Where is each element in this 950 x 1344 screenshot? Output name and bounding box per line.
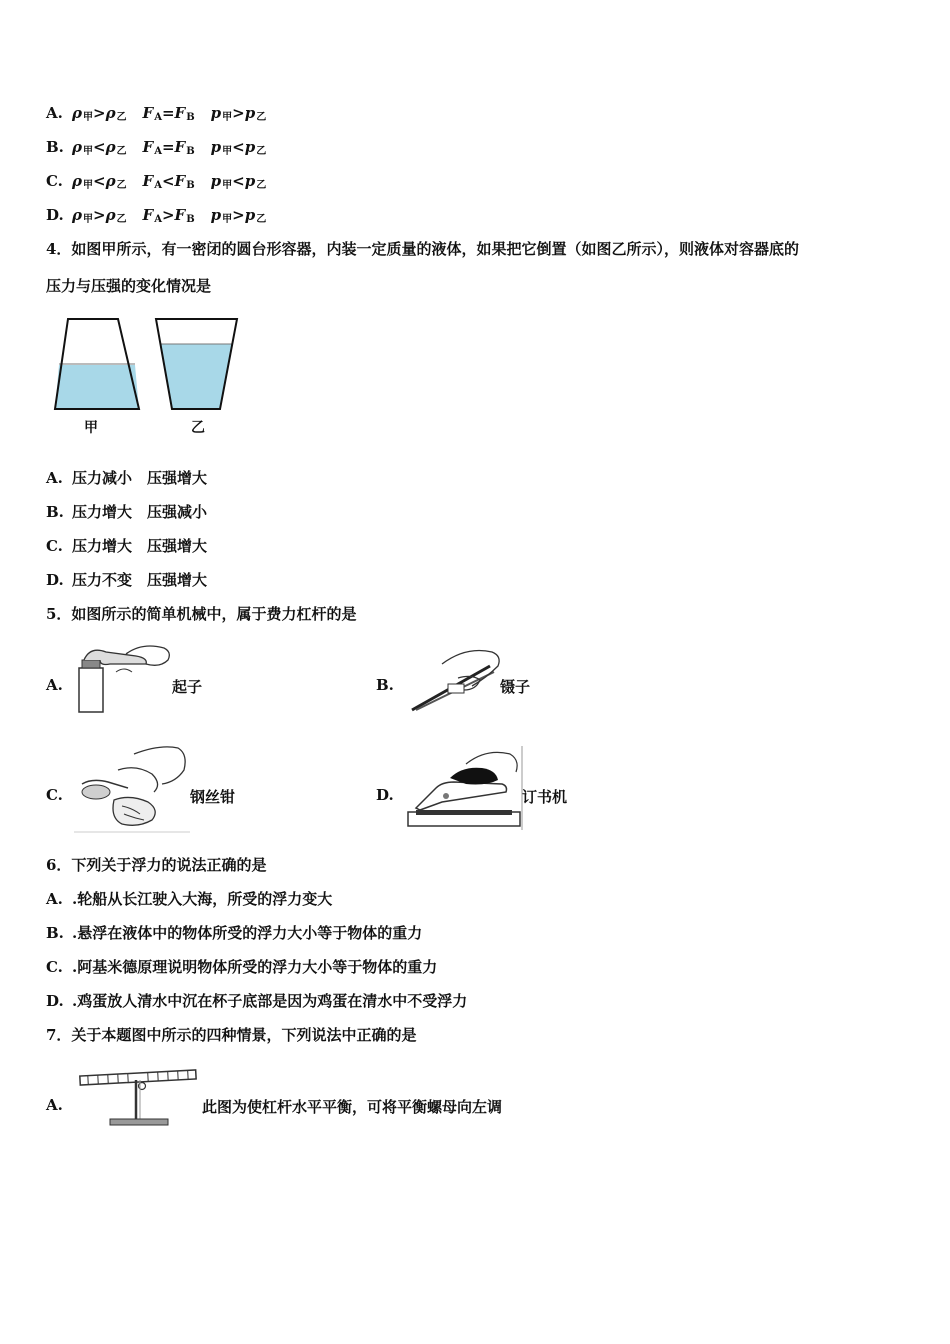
- symbol: ρ: [105, 172, 116, 190]
- q6-option-d[interactable]: D. .鸡蛋放人清水中沉在杯子底部是因为鸡蛋在清水中不受浮力: [46, 992, 468, 1010]
- subscript: 乙: [256, 214, 267, 225]
- subscript: B: [186, 112, 195, 123]
- figure-label-jia: 甲: [84, 420, 98, 436]
- symbol: ρ: [72, 104, 82, 122]
- symbol: F: [174, 206, 186, 224]
- q4-option-a[interactable]: A. 压力减小 压强增大: [46, 469, 208, 487]
- q4-stem-line2: 压力与压强的变化情况是: [46, 277, 212, 295]
- lever-bar: [80, 1070, 196, 1085]
- q5-stem: 5．如图所示的简单机械中，属于费力杠杆的是: [46, 605, 357, 623]
- q3-option-d[interactable]: [46, 205, 266, 230]
- relation: >: [92, 104, 106, 122]
- symbol: p: [210, 138, 222, 156]
- subscript: B: [186, 180, 195, 191]
- relation: <: [92, 172, 106, 190]
- lever-on-stand-icon: [76, 1062, 200, 1128]
- q7-option-a[interactable]: A. 此图为使杠杆水平平衡，可将平衡螺母向左调: [46, 1060, 566, 1130]
- q3-option-c[interactable]: [46, 171, 266, 196]
- option-letter: C.: [46, 172, 63, 190]
- symbol: p: [210, 206, 222, 224]
- relation: <: [92, 138, 106, 156]
- q5-option-c[interactable]: C. 钢丝钳: [46, 742, 266, 834]
- symbol: p: [210, 172, 222, 190]
- symbol: F: [142, 172, 154, 190]
- symbol: F: [142, 206, 154, 224]
- subscript: 乙: [256, 112, 267, 123]
- subscript: B: [186, 146, 195, 157]
- subscript: A: [154, 180, 162, 191]
- frustum-containers-figure: [50, 313, 250, 443]
- q3-option-a[interactable]: [46, 103, 266, 128]
- subscript: 乙: [256, 180, 267, 191]
- subscript: 甲: [222, 214, 233, 225]
- relation: >: [232, 104, 245, 122]
- symbol: F: [142, 138, 154, 156]
- symbol: ρ: [72, 206, 82, 224]
- symbol: ρ: [72, 138, 82, 156]
- q4-option-c[interactable]: C. 压力增大 压强增大: [46, 537, 208, 555]
- symbol: ρ: [72, 172, 82, 190]
- option-letter: B.: [46, 138, 64, 156]
- q4-stem-line1: 4．如图甲所示，有一密闭的圆台形容器，内装一定质量的液体，如果把它倒置（如图乙所示），则液体对容器底的: [46, 240, 799, 258]
- relation: =: [161, 138, 175, 156]
- q6-option-c[interactable]: C. .阿基米德原理说明物体所受的浮力大小等于物体的重力: [46, 958, 438, 976]
- subscript: 乙: [116, 112, 127, 123]
- q6-stem: 6．下列关于浮力的说法正确的是: [46, 856, 267, 874]
- bottle-opener-icon: [76, 642, 176, 714]
- container-jia-liquid: [55, 365, 139, 409]
- symbol: p: [244, 138, 256, 156]
- symbol: F: [174, 104, 186, 122]
- subscript: 乙: [116, 214, 127, 225]
- option-letter: D.: [46, 206, 64, 224]
- q4-option-b[interactable]: B. 压力增大 压强减小: [46, 503, 208, 521]
- q5-option-b[interactable]: B. 镊子: [376, 640, 576, 720]
- symbol: F: [174, 172, 186, 190]
- symbol: F: [174, 138, 186, 156]
- figure-label-yi: 乙: [191, 420, 205, 436]
- symbol: p: [244, 104, 256, 122]
- relation: >: [161, 206, 175, 224]
- relation: <: [161, 172, 175, 190]
- subscript: 甲: [82, 214, 93, 225]
- subscript: A: [154, 146, 162, 157]
- subscript: 甲: [222, 146, 233, 157]
- q6-option-a[interactable]: A. .轮船从长江驶入大海，所受的浮力变大: [46, 890, 333, 908]
- subscript: 甲: [82, 180, 93, 191]
- subscript: A: [154, 214, 162, 225]
- pliers-icon: [74, 744, 190, 832]
- relation: >: [232, 206, 245, 224]
- subscript: 甲: [222, 180, 233, 191]
- subscript: 乙: [116, 146, 127, 157]
- q6-option-b[interactable]: B. .悬浮在液体中的物体所受的浮力大小等于物体的重力: [46, 924, 423, 942]
- q3-option-b[interactable]: [46, 137, 266, 162]
- relation: =: [161, 104, 175, 122]
- q5-option-a[interactable]: A. 起子: [46, 640, 246, 720]
- subscript: 甲: [82, 112, 93, 123]
- symbol: F: [142, 104, 154, 122]
- relation: >: [92, 206, 106, 224]
- symbol: p: [244, 206, 256, 224]
- option-letter: A.: [46, 104, 63, 122]
- subscript: 乙: [116, 180, 127, 191]
- q4-option-d[interactable]: D. 压力不变 压强增大: [46, 571, 208, 589]
- symbol: ρ: [105, 206, 116, 224]
- q7-stem: 7．关于本题图中所示的四种情景，下列说法中正确的是: [46, 1026, 417, 1044]
- subscript: B: [186, 214, 195, 225]
- symbol: p: [244, 172, 256, 190]
- stapler-icon: [406, 744, 524, 832]
- relation: <: [232, 172, 245, 190]
- symbol: ρ: [105, 138, 116, 156]
- subscript: 甲: [82, 146, 93, 157]
- subscript: 甲: [222, 112, 233, 123]
- symbol: p: [210, 104, 222, 122]
- tweezers-icon: [406, 644, 506, 716]
- symbol: ρ: [105, 104, 116, 122]
- q5-option-d[interactable]: D. 订书机: [376, 742, 596, 834]
- subscript: A: [154, 112, 162, 123]
- relation: <: [232, 138, 245, 156]
- subscript: 乙: [256, 146, 267, 157]
